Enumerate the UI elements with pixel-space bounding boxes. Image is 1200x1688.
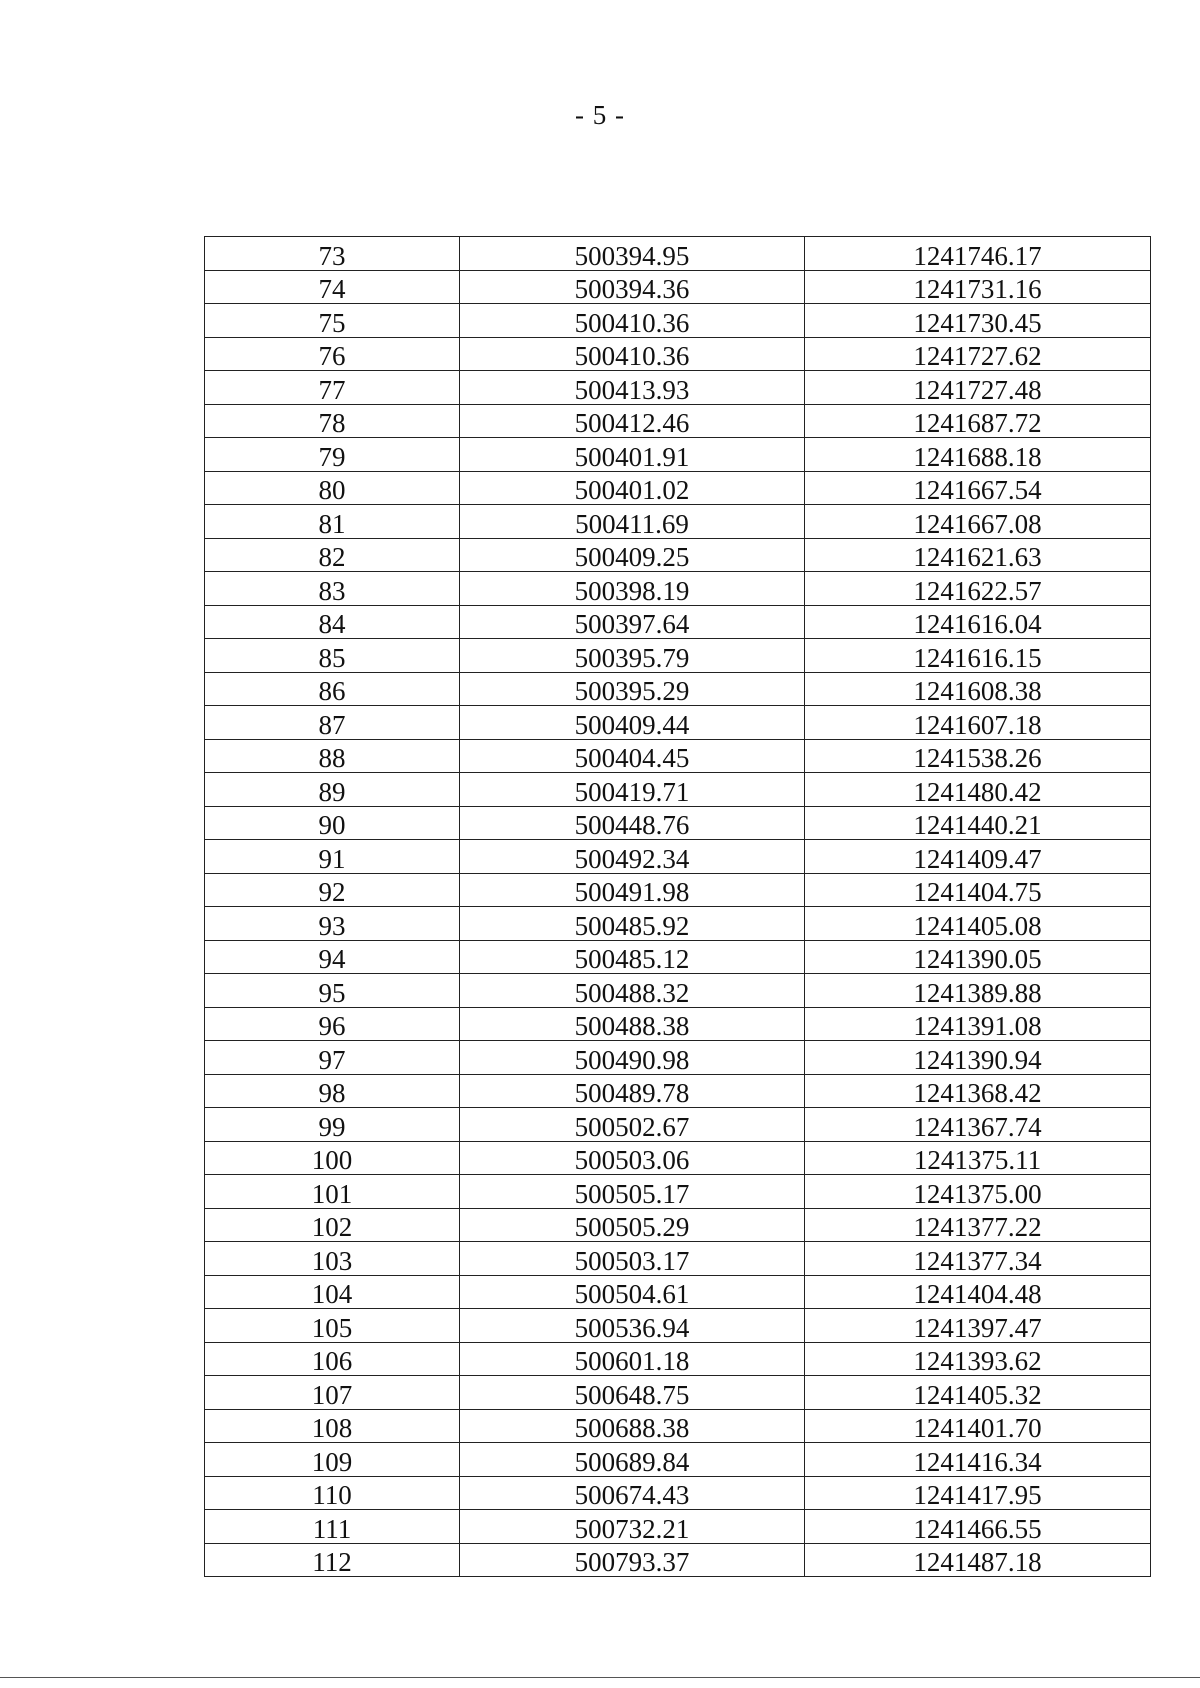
x-coordinate-cell: 500490.98 [460, 1041, 805, 1075]
table-row [205, 505, 1151, 539]
table-row [205, 1108, 1151, 1142]
x-coordinate-cell: 500488.38 [460, 1007, 805, 1041]
point-number-cell: 92 [205, 873, 460, 907]
point-number-cell: 91 [205, 840, 460, 874]
x-coordinate-cell: 500398.19 [460, 572, 805, 606]
x-coordinate-cell: 500489.78 [460, 1074, 805, 1108]
x-coordinate-cell: 500419.71 [460, 773, 805, 807]
point-number-cell: 95 [205, 974, 460, 1008]
table-row [205, 438, 1151, 472]
point-number-cell: 88 [205, 739, 460, 773]
x-coordinate-cell: 500732.21 [460, 1510, 805, 1544]
table-row [205, 1443, 1151, 1477]
table-row [205, 1007, 1151, 1041]
table-row [205, 873, 1151, 907]
y-coordinate-cell: 1241375.00 [805, 1175, 1151, 1209]
x-coordinate-cell: 500505.17 [460, 1175, 805, 1209]
table-row [205, 907, 1151, 941]
x-coordinate-cell: 500409.44 [460, 706, 805, 740]
x-coordinate-cell: 500485.92 [460, 907, 805, 941]
x-coordinate-cell: 500491.98 [460, 873, 805, 907]
point-number-cell: 93 [205, 907, 460, 941]
table-row [205, 974, 1151, 1008]
y-coordinate-cell: 1241466.55 [805, 1510, 1151, 1544]
point-number-cell: 106 [205, 1342, 460, 1376]
point-number-cell: 81 [205, 505, 460, 539]
y-coordinate-cell: 1241397.47 [805, 1309, 1151, 1343]
x-coordinate-cell: 500485.12 [460, 940, 805, 974]
x-coordinate-cell: 500503.06 [460, 1141, 805, 1175]
y-coordinate-cell: 1241393.62 [805, 1342, 1151, 1376]
point-number-cell: 110 [205, 1476, 460, 1510]
y-coordinate-cell: 1241730.45 [805, 304, 1151, 338]
y-coordinate-cell: 1241688.18 [805, 438, 1151, 472]
y-coordinate-cell: 1241616.15 [805, 639, 1151, 673]
point-number-cell: 85 [205, 639, 460, 673]
point-number-cell: 80 [205, 471, 460, 505]
table-row [205, 1175, 1151, 1209]
point-number-cell: 75 [205, 304, 460, 338]
table-row [205, 806, 1151, 840]
x-coordinate-cell: 500536.94 [460, 1309, 805, 1343]
y-coordinate-cell: 1241390.94 [805, 1041, 1151, 1075]
table-row [205, 706, 1151, 740]
point-number-cell: 86 [205, 672, 460, 706]
y-coordinate-cell: 1241377.22 [805, 1208, 1151, 1242]
x-coordinate-cell: 500504.61 [460, 1275, 805, 1309]
table-row [205, 840, 1151, 874]
point-number-cell: 79 [205, 438, 460, 472]
y-coordinate-cell: 1241727.48 [805, 371, 1151, 405]
point-number-cell: 112 [205, 1543, 460, 1577]
y-coordinate-cell: 1241746.17 [805, 237, 1151, 271]
y-coordinate-cell: 1241538.26 [805, 739, 1151, 773]
y-coordinate-cell: 1241416.34 [805, 1443, 1151, 1477]
point-number-cell: 101 [205, 1175, 460, 1209]
x-coordinate-cell: 500502.67 [460, 1108, 805, 1142]
y-coordinate-cell: 1241404.75 [805, 873, 1151, 907]
point-number-cell: 73 [205, 237, 460, 271]
table-row [205, 371, 1151, 405]
y-coordinate-cell: 1241487.18 [805, 1543, 1151, 1577]
table-row [205, 1376, 1151, 1410]
y-coordinate-cell: 1241404.48 [805, 1275, 1151, 1309]
point-number-cell: 77 [205, 371, 460, 405]
y-coordinate-cell: 1241417.95 [805, 1476, 1151, 1510]
table-row [205, 672, 1151, 706]
table-row [205, 1041, 1151, 1075]
y-coordinate-cell: 1241731.16 [805, 270, 1151, 304]
table-row [205, 1208, 1151, 1242]
x-coordinate-cell: 500395.29 [460, 672, 805, 706]
point-number-cell: 87 [205, 706, 460, 740]
x-coordinate-cell: 500401.91 [460, 438, 805, 472]
table-row [205, 404, 1151, 438]
x-coordinate-cell: 500503.17 [460, 1242, 805, 1276]
y-coordinate-cell: 1241440.21 [805, 806, 1151, 840]
y-coordinate-cell: 1241727.62 [805, 337, 1151, 371]
point-number-cell: 84 [205, 605, 460, 639]
table-row [205, 605, 1151, 639]
y-coordinate-cell: 1241377.34 [805, 1242, 1151, 1276]
x-coordinate-cell: 500505.29 [460, 1208, 805, 1242]
y-coordinate-cell: 1241405.32 [805, 1376, 1151, 1410]
table-row [205, 639, 1151, 673]
table-row [205, 1342, 1151, 1376]
point-number-cell: 74 [205, 270, 460, 304]
coordinates-table [204, 236, 1151, 1577]
point-number-cell: 102 [205, 1208, 460, 1242]
point-number-cell: 90 [205, 806, 460, 840]
table-row [205, 940, 1151, 974]
table-row [205, 237, 1151, 271]
x-coordinate-cell: 500689.84 [460, 1443, 805, 1477]
x-coordinate-cell: 500413.93 [460, 371, 805, 405]
y-coordinate-cell: 1241389.88 [805, 974, 1151, 1008]
point-number-cell: 105 [205, 1309, 460, 1343]
point-number-cell: 100 [205, 1141, 460, 1175]
table-row [205, 1309, 1151, 1343]
x-coordinate-cell: 500397.64 [460, 605, 805, 639]
x-coordinate-cell: 500488.32 [460, 974, 805, 1008]
point-number-cell: 104 [205, 1275, 460, 1309]
x-coordinate-cell: 500410.36 [460, 304, 805, 338]
table-row [205, 1543, 1151, 1577]
point-number-cell: 76 [205, 337, 460, 371]
point-number-cell: 107 [205, 1376, 460, 1410]
y-coordinate-cell: 1241667.08 [805, 505, 1151, 539]
y-coordinate-cell: 1241390.05 [805, 940, 1151, 974]
x-coordinate-cell: 500394.36 [460, 270, 805, 304]
x-coordinate-cell: 500411.69 [460, 505, 805, 539]
bottom-rule [0, 1677, 1200, 1678]
y-coordinate-cell: 1241391.08 [805, 1007, 1151, 1041]
y-coordinate-cell: 1241405.08 [805, 907, 1151, 941]
y-coordinate-cell: 1241687.72 [805, 404, 1151, 438]
x-coordinate-cell: 500412.46 [460, 404, 805, 438]
table-row [205, 1275, 1151, 1309]
point-number-cell: 82 [205, 538, 460, 572]
x-coordinate-cell: 500394.95 [460, 237, 805, 271]
point-number-cell: 99 [205, 1108, 460, 1142]
point-number-cell: 94 [205, 940, 460, 974]
coordinates-table-body [205, 237, 1151, 1577]
table-row [205, 572, 1151, 606]
point-number-cell: 97 [205, 1041, 460, 1075]
x-coordinate-cell: 500688.38 [460, 1409, 805, 1443]
table-row [205, 538, 1151, 572]
y-coordinate-cell: 1241367.74 [805, 1108, 1151, 1142]
table-row [205, 1141, 1151, 1175]
y-coordinate-cell: 1241607.18 [805, 706, 1151, 740]
point-number-cell: 78 [205, 404, 460, 438]
y-coordinate-cell: 1241667.54 [805, 471, 1151, 505]
table-row [205, 304, 1151, 338]
point-number-cell: 111 [205, 1510, 460, 1544]
point-number-cell: 83 [205, 572, 460, 606]
x-coordinate-cell: 500793.37 [460, 1543, 805, 1577]
y-coordinate-cell: 1241409.47 [805, 840, 1151, 874]
x-coordinate-cell: 500410.36 [460, 337, 805, 371]
point-number-cell: 89 [205, 773, 460, 807]
table-row [205, 1510, 1151, 1544]
table-row [205, 1476, 1151, 1510]
x-coordinate-cell: 500395.79 [460, 639, 805, 673]
x-coordinate-cell: 500674.43 [460, 1476, 805, 1510]
x-coordinate-cell: 500601.18 [460, 1342, 805, 1376]
table-row [205, 773, 1151, 807]
y-coordinate-cell: 1241368.42 [805, 1074, 1151, 1108]
x-coordinate-cell: 500409.25 [460, 538, 805, 572]
point-number-cell: 98 [205, 1074, 460, 1108]
x-coordinate-cell: 500404.45 [460, 739, 805, 773]
y-coordinate-cell: 1241375.11 [805, 1141, 1151, 1175]
x-coordinate-cell: 500492.34 [460, 840, 805, 874]
table-row [205, 1242, 1151, 1276]
y-coordinate-cell: 1241401.70 [805, 1409, 1151, 1443]
x-coordinate-cell: 500648.75 [460, 1376, 805, 1410]
table-row [205, 739, 1151, 773]
y-coordinate-cell: 1241608.38 [805, 672, 1151, 706]
point-number-cell: 96 [205, 1007, 460, 1041]
y-coordinate-cell: 1241622.57 [805, 572, 1151, 606]
y-coordinate-cell: 1241480.42 [805, 773, 1151, 807]
y-coordinate-cell: 1241621.63 [805, 538, 1151, 572]
point-number-cell: 108 [205, 1409, 460, 1443]
table-row [205, 337, 1151, 371]
table-row [205, 1409, 1151, 1443]
table-row [205, 471, 1151, 505]
table-row [205, 1074, 1151, 1108]
x-coordinate-cell: 500448.76 [460, 806, 805, 840]
point-number-cell: 103 [205, 1242, 460, 1276]
page-number: - 5 - [575, 100, 625, 130]
point-number-cell: 109 [205, 1443, 460, 1477]
table-row [205, 270, 1151, 304]
y-coordinate-cell: 1241616.04 [805, 605, 1151, 639]
x-coordinate-cell: 500401.02 [460, 471, 805, 505]
